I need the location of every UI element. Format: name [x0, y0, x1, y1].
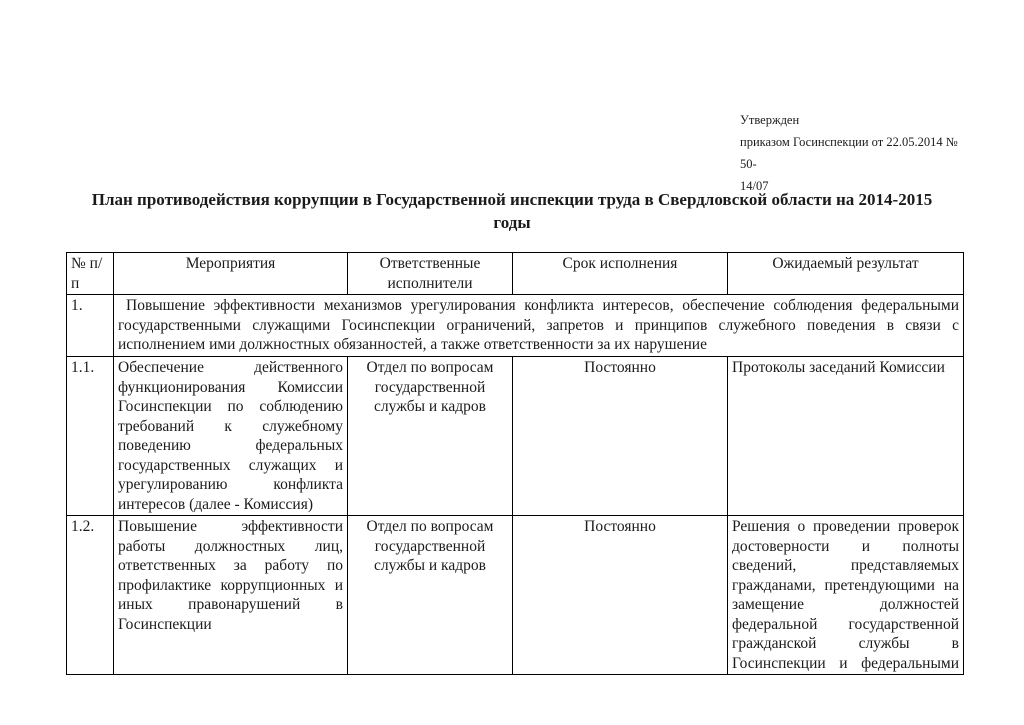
section-number-cell: 1. [67, 295, 114, 357]
table-header-row [67, 253, 964, 295]
table-row [67, 516, 964, 675]
approval-line: приказом Госинспекции от 22.05.2014 № 50- [740, 135, 958, 171]
executor-cell: Отдел по вопросам государственной службы и кадров [348, 357, 513, 516]
document-title: План противодействия коррупции в Государственной инспекции труда в Свердловской области на 2014-2015 годы [91, 190, 933, 232]
plan-table [66, 252, 964, 675]
col-header-num: № п/п [67, 253, 114, 295]
table-row [67, 357, 964, 516]
approval-line: Утвержден [740, 113, 800, 127]
col-header-term: Срок исполнения [513, 253, 728, 295]
section-row [67, 295, 964, 357]
activity-cell: Обеспечение действенного функционирования Комиссии Госинспекции по соблюдению требований к служебному поведению федеральных государственных служащих и урегулированию конфликта интересов (далее - Комиссия) [114, 357, 348, 516]
executor-cell: Отдел по вопросам государственной службы и кадров [348, 516, 513, 675]
row-number-cell: 1.1. [67, 357, 114, 516]
term-cell: Постоянно [513, 516, 728, 675]
approval-block [740, 109, 968, 197]
col-header-activity: Мероприятия [114, 253, 348, 295]
result-cell: Решения о проведении проверок достоверности и полноты сведений, представляемых гражданами, претендующими на замещение должностей федеральной государственной гражданской службы в Госинспекции и федеральными [728, 516, 964, 675]
activity-cell: Повышение эффективности работы должностных лиц, ответственных за работу по профилактике коррупционных и иных правонарушений в Госинспекции [114, 516, 348, 675]
col-header-result: Ожидаемый результат [728, 253, 964, 295]
term-cell: Постоянно [513, 357, 728, 516]
result-cell: Протоколы заседаний Комиссии [728, 357, 964, 516]
approval-line: 14/07 [740, 179, 769, 193]
col-header-executor: Ответственные исполнители [348, 253, 513, 295]
section-title-cell: Повышение эффективности механизмов урегулирования конфликта интересов, обеспечение соблюдения федеральными государственными служащими Госинспекции ограничений, запретов и принципов служебного поведения в связи с исполнением ими должностных обязанностей, а также ответственности за их нарушение [114, 295, 964, 357]
row-number-cell: 1.2. [67, 516, 114, 675]
